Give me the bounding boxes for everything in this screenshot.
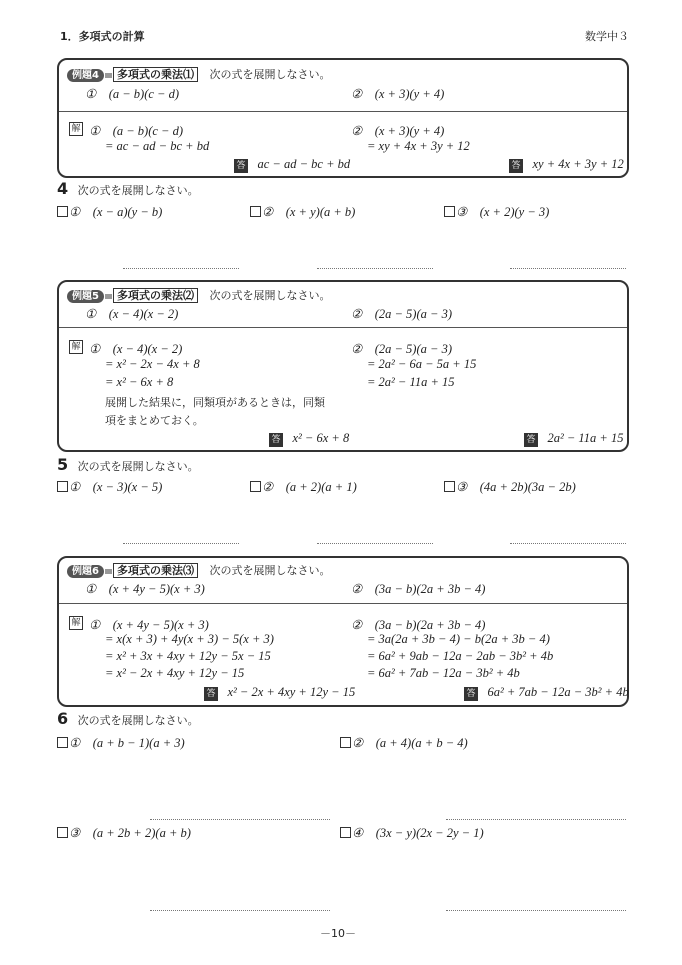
example-tag: 例題5 — [67, 290, 104, 303]
answer-icon: 答 — [509, 159, 523, 173]
solution-icon: 解 — [69, 122, 83, 136]
solution-2-line: = 3a(2a + 3b − 4) − b(2a + 3b − 4) — [367, 632, 550, 646]
checkbox[interactable] — [444, 206, 455, 217]
checkbox[interactable] — [250, 481, 261, 492]
solution-icon: 解 — [69, 616, 83, 630]
solution-2-line: = xy + 4x + 3y + 12 — [367, 139, 470, 153]
answer-line — [150, 910, 330, 911]
question-1: ① (a − b)(c − d) — [85, 87, 180, 101]
answer-1 — [269, 431, 349, 447]
problem-instruction: 次の式を展開しなさい。 — [77, 714, 199, 727]
tag-bar — [105, 294, 112, 299]
problem-number: 4 — [57, 179, 69, 198]
divider — [59, 111, 627, 112]
divider — [59, 603, 627, 604]
answer-line — [510, 543, 626, 544]
answer-1-value: x² − 6x + 8 — [292, 431, 350, 445]
problem-item[interactable]: ③ (4a + 2b)(3a − 2b) — [444, 477, 576, 495]
checkbox[interactable] — [57, 481, 68, 492]
answer-icon: 答 — [464, 687, 478, 701]
checkbox[interactable] — [340, 827, 351, 838]
problem-instruction: 次の式を展開しなさい。 — [77, 460, 199, 473]
answer-1-value: x² − 2x + 4xy + 12y − 15 — [227, 685, 356, 699]
problem-number: 6 — [57, 709, 69, 728]
answer-line — [123, 543, 239, 544]
chapter-title: 1．多項式の計算 — [60, 30, 145, 43]
problem-item[interactable]: ② (a + 4)(a + b − 4) — [340, 733, 468, 751]
solution-note: 項をまとめておく。 — [105, 414, 204, 427]
answer-1-value: ac − ad − bc + bd — [257, 157, 351, 171]
checkbox[interactable] — [444, 481, 455, 492]
example-tag: 例題6 — [67, 565, 104, 578]
problem-item[interactable]: ① (a + b − 1)(a + 3) — [57, 733, 185, 751]
subject-label: 数学中３ — [585, 30, 629, 43]
example-box-4 — [57, 58, 629, 178]
problem-item[interactable]: ④ (3x − y)(2x − 2y − 1) — [340, 823, 484, 841]
question-1: ① (x + 4y − 5)(x + 3) — [85, 582, 205, 596]
checkbox[interactable] — [57, 827, 68, 838]
problem-item[interactable]: ① (x − 3)(x − 5) — [57, 477, 162, 495]
solution-2-line: = 6a² + 7ab − 12a − 3b² + 4b — [367, 666, 520, 680]
tag-bar — [105, 569, 112, 574]
example-tag: 例題4 — [67, 69, 104, 82]
solution-1-line: = ac − ad − bc + bd — [105, 139, 210, 153]
example-instruction: 次の式を展開しなさい。 — [209, 564, 331, 577]
answer-icon: 答 — [524, 433, 538, 447]
answer-2-value: xy + 4x + 3y + 12 — [532, 157, 624, 171]
solution-icon: 解 — [69, 340, 83, 354]
divider — [59, 327, 627, 328]
problem-item[interactable]: ③ (a + 2b + 2)(a + b) — [57, 823, 191, 841]
example-title: 多項式の乗法⑶ — [113, 563, 198, 578]
answer-2 — [524, 431, 623, 447]
example-box-6 — [57, 556, 629, 707]
answer-line — [317, 543, 433, 544]
solution-2-line: = 2a² − 11a + 15 — [367, 375, 455, 389]
problem-4-heading — [57, 179, 199, 198]
answer-icon: 答 — [269, 433, 283, 447]
checkbox[interactable] — [57, 206, 68, 217]
problem-item[interactable]: ③ (x + 2)(y − 3) — [444, 202, 549, 220]
answer-2 — [509, 157, 624, 173]
checkbox[interactable] — [57, 737, 68, 748]
solution-1-line: = x² − 2x − 4x + 8 — [105, 357, 200, 371]
problem-6-heading — [57, 709, 199, 728]
solution-1-line: = x² − 6x + 8 — [105, 375, 174, 389]
example-instruction: 次の式を展開しなさい。 — [209, 289, 331, 302]
solution-note: 展開した結果に，同類項があるときは，同類 — [105, 396, 325, 409]
problem-item[interactable]: ① (x − a)(y − b) — [57, 202, 162, 220]
solution-1-line: = x(x + 3) + 4y(x + 3) − 5(x + 3) — [105, 632, 274, 646]
answer-line — [446, 819, 626, 820]
example-heading — [67, 287, 330, 303]
problem-5-heading — [57, 455, 199, 474]
checkbox[interactable] — [250, 206, 261, 217]
solution-2-line: = 2a² − 6a − 5a + 15 — [367, 357, 477, 371]
solution-2-line: ② (x + 3)(y + 4) — [351, 124, 445, 138]
solution-1-line: ① (x − 4)(x − 2) — [89, 342, 183, 356]
answer-icon: 答 — [234, 159, 248, 173]
example-heading — [67, 562, 330, 578]
answer-line — [446, 910, 626, 911]
solution-2-line: ② (2a − 5)(a − 3) — [351, 342, 452, 356]
solution-1-line: ① (x + 4y − 5)(x + 3) — [89, 618, 209, 632]
answer-icon: 答 — [204, 687, 218, 701]
answer-1 — [204, 685, 355, 701]
question-2: ② (2a − 5)(a − 3) — [351, 307, 452, 321]
checkbox[interactable] — [340, 737, 351, 748]
answer-line — [510, 268, 626, 269]
answer-line — [150, 819, 330, 820]
solution-2-line: = 6a² + 9ab − 12a − 2ab − 3b² + 4b — [367, 649, 554, 663]
problem-item[interactable]: ② (x + y)(a + b) — [250, 202, 355, 220]
answer-line — [123, 268, 239, 269]
page-number: －10－ — [320, 927, 356, 940]
problem-item[interactable]: ② (a + 2)(a + 1) — [250, 477, 357, 495]
answer-1 — [234, 157, 350, 173]
example-title: 多項式の乗法⑴ — [113, 67, 198, 82]
tag-bar — [105, 73, 112, 78]
solution-1-line: = x² + 3x + 4xy + 12y − 5x − 15 — [105, 649, 271, 663]
example-box-5 — [57, 280, 629, 452]
problem-number: 5 — [57, 455, 69, 474]
question-1: ① (x − 4)(x − 2) — [85, 307, 179, 321]
question-2: ② (x + 3)(y + 4) — [351, 87, 445, 101]
example-instruction: 次の式を展開しなさい。 — [209, 68, 331, 81]
solution-1-line: = x² − 2x + 4xy + 12y − 15 — [105, 666, 245, 680]
answer-2-value: 2a² − 11a + 15 — [547, 431, 624, 445]
answer-line — [317, 268, 433, 269]
answer-2 — [464, 685, 629, 701]
example-title: 多項式の乗法⑵ — [113, 288, 198, 303]
example-heading — [67, 66, 330, 82]
problem-instruction: 次の式を展開しなさい。 — [77, 184, 199, 197]
question-2: ② (3a − b)(2a + 3b − 4) — [351, 582, 486, 596]
solution-2-line: ② (3a − b)(2a + 3b − 4) — [351, 618, 486, 632]
answer-2-value: 6a² + 7ab − 12a − 3b² + 4b — [487, 685, 629, 699]
solution-1-line: ① (a − b)(c − d) — [89, 124, 184, 138]
